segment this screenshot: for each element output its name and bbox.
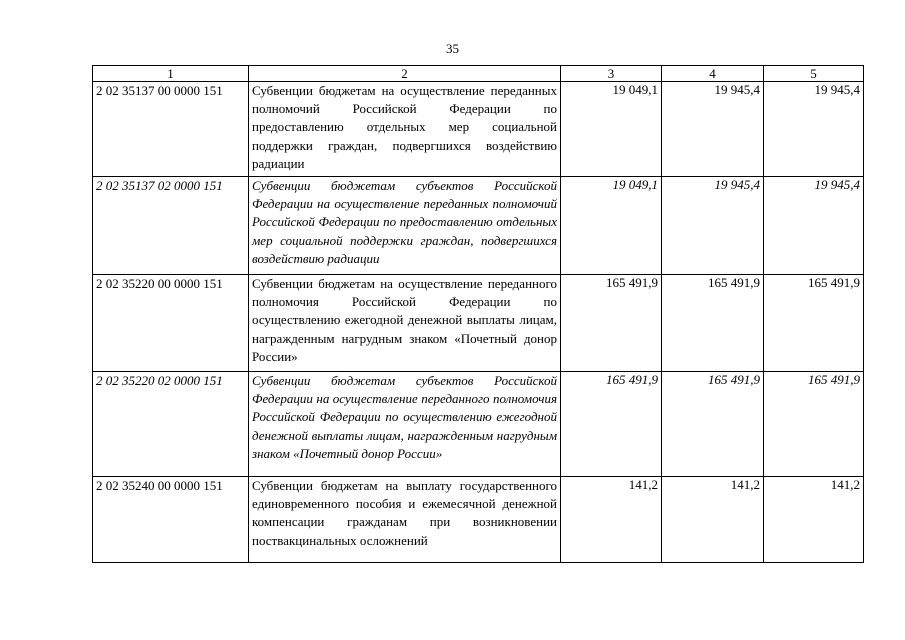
budget-table	[92, 65, 864, 563]
budget-code: 2 02 35220 02 0000 151	[93, 372, 249, 477]
value-col-4: 165 491,9	[662, 275, 764, 372]
table-row	[93, 82, 864, 177]
value-col-4: 19 945,4	[662, 82, 764, 177]
budget-code: 2 02 35137 02 0000 151	[93, 177, 249, 275]
value-col-3: 141,2	[561, 477, 662, 563]
budget-code: 2 02 35240 00 0000 151	[93, 477, 249, 563]
header-col-3: 3	[561, 66, 662, 82]
value-col-5: 165 491,9	[764, 275, 864, 372]
value-col-4: 141,2	[662, 477, 764, 563]
header-col-2: 2	[249, 66, 561, 82]
value-col-3: 19 049,1	[561, 82, 662, 177]
value-col-3: 165 491,9	[561, 275, 662, 372]
budget-code: 2 02 35220 00 0000 151	[93, 275, 249, 372]
value-col-3: 19 049,1	[561, 177, 662, 275]
value-col-4: 19 945,4	[662, 177, 764, 275]
table-row	[93, 177, 864, 275]
row-description: Субвенции бюджетам на выплату государственного единовременного пособия и ежемесячной денежной компенсации гражданам при возникновении поствакцинальных осложнений	[249, 477, 561, 563]
value-col-3: 165 491,9	[561, 372, 662, 477]
row-description: Субвенции бюджетам на осуществление переданного полномочия Российской Федерации по осуществлению ежегодной денежной выплаты лицам, награжденным нагрудным знаком «Почетный донор России»	[249, 275, 561, 372]
header-col-5: 5	[764, 66, 864, 82]
header-col-4: 4	[662, 66, 764, 82]
table-row	[93, 275, 864, 372]
row-description: Субвенции бюджетам на осуществление переданных полномочий Российской Федерации по предоставлению отдельных мер социальной поддержки граждан, подвергшихся воздействию радиации	[249, 82, 561, 177]
header-row	[93, 66, 864, 82]
value-col-5: 19 945,4	[764, 177, 864, 275]
value-col-5: 165 491,9	[764, 372, 864, 477]
row-description: Субвенции бюджетам субъектов Российской Федерации на осуществление переданного полномочия Российской Федерации по осуществлению ежегодной денежной выплаты лицам, награжденным нагрудным знаком «Почетный донор России»	[249, 372, 561, 477]
value-col-5: 19 945,4	[764, 82, 864, 177]
budget-code: 2 02 35137 00 0000 151	[93, 82, 249, 177]
table-row	[93, 372, 864, 477]
value-col-5: 141,2	[764, 477, 864, 563]
header-col-1: 1	[93, 66, 249, 82]
row-description: Субвенции бюджетам субъектов Российской Федерации на осуществление переданных полномочий Российской Федерации по предоставлению отдельных мер социальной поддержки граждан, подвергшихся воздействию радиации	[249, 177, 561, 275]
table-row	[93, 477, 864, 563]
page-number: 35	[446, 41, 459, 56]
value-col-4: 165 491,9	[662, 372, 764, 477]
